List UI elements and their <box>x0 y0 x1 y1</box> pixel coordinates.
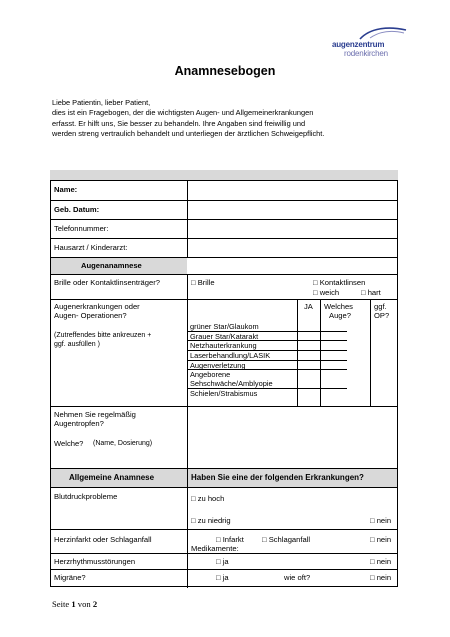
eye-condition-row[interactable] <box>188 370 347 389</box>
herzinfarkt-nein-checkbox[interactable]: □ nein <box>370 535 392 544</box>
eye-condition-row[interactable]: Schielen/Strabismus <box>190 389 258 399</box>
name-field[interactable] <box>188 181 397 200</box>
welche-label: Welche? <box>54 439 84 448</box>
hausarzt-field[interactable] <box>188 239 397 257</box>
geb-datum-field[interactable] <box>188 201 397 219</box>
herzrhythmus-nein-checkbox[interactable]: □ nein <box>370 557 392 566</box>
logo-line-2: rodenkirchen <box>344 49 388 58</box>
medikamente-label: Medikamente: <box>191 544 239 553</box>
intro-line: erfasst. Er hilft uns, Sie besser zu behandeln. Ihre Angaben sind freiwillig und <box>52 118 306 128</box>
eye-condition-row[interactable]: grüner Star/Glaukom <box>188 322 347 332</box>
tropfen-field[interactable] <box>188 407 397 468</box>
col-welches-header-2: Auge? <box>329 311 351 320</box>
allgemeine-heading: Allgemeine Anamnese <box>69 473 155 482</box>
weich-checkbox[interactable]: □ weich <box>313 288 340 297</box>
footer-von: von <box>77 599 91 609</box>
augenerkrankungen-label-1: Augenerkrankungen oder <box>54 302 140 311</box>
page-footer <box>52 599 97 609</box>
blutdruck-label: Blutdruckprobleme <box>54 492 118 501</box>
zutreffendes-hint-2: ggf. ausfüllen ) <box>54 341 100 348</box>
erkrankungen-question: Haben Sie eine der folgenden Erkrankungen? <box>191 473 364 482</box>
migraene-ja-checkbox[interactable]: □ ja <box>216 573 229 582</box>
eye-condition-row[interactable]: Netzhauterkrankung <box>188 341 347 351</box>
col-op-header-1: ggf. <box>374 302 387 311</box>
zutreffendes-hint-1: (Zutreffendes bitte ankreuzen + <box>54 332 152 339</box>
col-op-header-2: OP? <box>374 311 390 320</box>
intro-line: Liebe Patientin, lieber Patient, <box>52 98 151 107</box>
geb-datum-label: Geb. Datum: <box>54 205 100 214</box>
tropfen-label-2: Augentropfen? <box>54 419 104 428</box>
herzinfarkt-label: Herzinfarkt oder Schlaganfall <box>54 535 152 544</box>
intro-text <box>52 98 412 140</box>
zu-niedrig-checkbox[interactable]: □ zu niedrig <box>191 516 231 525</box>
angeborene-label-2: Sehschwäche/Amblyopie <box>190 379 273 389</box>
augenerkrankungen-label-2: Augen- Operationen? <box>54 311 127 320</box>
schlaganfall-checkbox[interactable]: □ Schlaganfall <box>262 535 311 544</box>
herzrhythmus-ja-checkbox[interactable]: □ ja <box>216 557 229 566</box>
brille-label: Brille oder Kontaktlinsenträger? <box>54 278 160 287</box>
telefon-field[interactable] <box>188 220 397 238</box>
eye-condition-row[interactable]: Laserbehandlung/LASIK <box>188 351 347 361</box>
form-header-shade <box>50 170 398 180</box>
logo-line-1: augenzentrum <box>332 40 385 49</box>
hart-checkbox[interactable]: □ hart <box>361 288 381 297</box>
infarkt-checkbox[interactable]: □ Infarkt <box>216 535 244 544</box>
augenanamnese-heading: Augenanamnese <box>81 261 142 270</box>
migraene-nein-checkbox[interactable]: □ nein <box>370 573 392 582</box>
zu-hoch-checkbox[interactable]: □ zu hoch <box>191 494 225 503</box>
name-label: Name: <box>54 185 78 194</box>
blutdruck-nein-checkbox[interactable]: □ nein <box>370 516 392 525</box>
brille-checkbox[interactable]: □ Brille <box>191 278 215 287</box>
kontaktlinsen-checkbox[interactable]: □ Kontaktlinsen <box>313 278 366 287</box>
footer-page-number: 1 <box>71 599 76 609</box>
col-ja-header: JA <box>304 302 313 311</box>
herzrhythmus-label: Herzrhythmusstörungen <box>54 557 136 566</box>
eye-condition-row[interactable]: Augenverletzung <box>188 361 347 371</box>
eye-condition-row[interactable]: Grauer Star/Katarakt <box>188 332 347 342</box>
angeborene-label-1: Angeborene <box>190 370 231 380</box>
migraene-label: Migräne? <box>54 573 86 582</box>
page-title: Anamnesebogen <box>174 64 276 78</box>
footer-seite: Seite <box>52 599 70 609</box>
telefon-label: Telefonnummer: <box>54 224 109 233</box>
tropfen-label-1: Nehmen Sie regelmäßig <box>54 410 136 419</box>
intro-line: dies ist ein Fragebogen, der die wichtigsten Augen- und Allgemeinerkrankungen <box>52 108 314 118</box>
hausarzt-label: Hausarzt / Kinderarzt: <box>54 243 128 252</box>
wie-oft-label: wie oft? <box>284 573 311 582</box>
anamnesis-form <box>50 180 398 587</box>
footer-page-total: 2 <box>92 599 98 609</box>
eye-condition-list <box>188 322 347 399</box>
col-welches-header-1: Welches <box>324 302 353 311</box>
intro-line: werden streng vertraulich behandelt und unterliegen der ärztlichen Schweigepflicht. <box>52 129 325 139</box>
welche-hint: (Name, Dosierung) <box>93 440 153 447</box>
